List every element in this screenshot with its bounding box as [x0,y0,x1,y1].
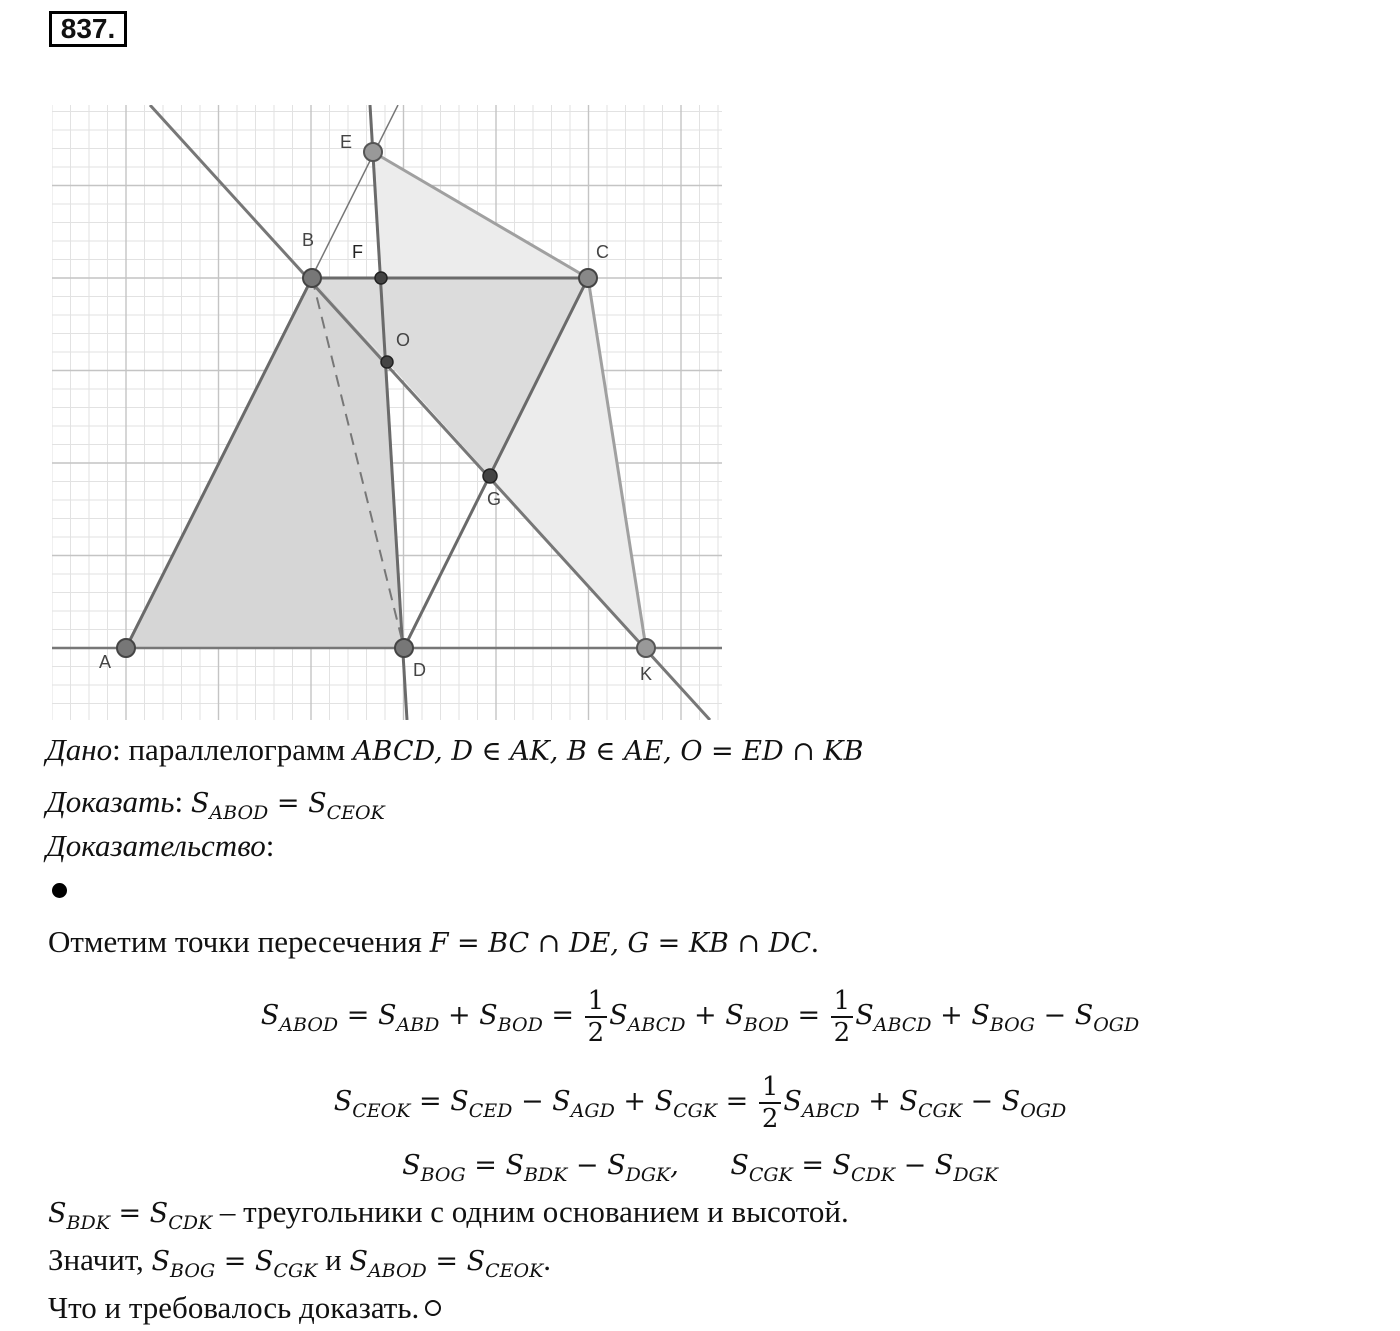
equation-3: $S_{BOG} = S_{BDK} - S_{DGK}$, $S_{CGK} = S_{CDK} - S_{DGK}$ [402,1150,998,1186]
fraction-half: $\frac{1}{2}$ [831,986,854,1048]
label-g: G [487,489,502,509]
therefore-line: Значит, $S_{BOG} = S_{CGK}$ и $S_{ABOD} = S_{CEOK}$. [48,1242,552,1282]
conclusion-line: $S_{BDK} = S_{CDK}$ – треугольники с одним основанием и высотой. [48,1194,849,1234]
point-o [381,356,393,368]
label-o: O [396,330,411,350]
equation-1: $S_{ABOD} = S_{ABD} + S_{BOD}$ = $\frac{1}{2}$ $S_{ABCD} + S_{BOD}$ = $\frac{1}{2}$ $S_{ABCD} + S_{BOG} - S_{OGD}$ [260,986,1140,1048]
prove-math: $S_{ABOD} = S_{CEOK}$ [190,788,385,824]
qed-line [48,1288,441,1328]
point-g [483,469,497,483]
problem-number: 837. [49,11,127,47]
label-k: K [640,664,653,684]
mark-line: Отметим точки пересечения F = BC ∩ DE, G = KB ∩ DC. [48,924,819,959]
point-f [375,272,387,284]
given-math: ABCD, D ∈ AK, B ∈ AE, O = ED ∩ KB [352,736,864,767]
fraction-half: $\frac{1}{2}$ [585,986,608,1048]
point-b [303,269,321,287]
proof-label: Доказательство [46,828,266,863]
given-label: Дано [46,732,113,767]
given-text: : параллелограмм [112,732,353,767]
mark-text: Отметим точки пересечения [48,924,430,959]
label-e: E [340,132,353,152]
mark-math: F = BC ∩ DE, G = KB ∩ DC [429,928,811,959]
point-c [579,269,597,287]
point-d [395,639,413,657]
proof-colon: : [265,828,275,863]
proof-line [46,826,274,866]
label-a: A [99,652,112,672]
label-b: B [302,230,315,250]
point-a [117,639,135,657]
point-e [364,143,382,161]
prove-colon: : [174,784,191,819]
equation-2: $S_{CEOK} = S_{CED} - S_{AGD} + S_{CGK}$ = $\frac{1}{2}$ $S_{ABCD} + S_{CGK} - S_{OGD}$ [333,1072,1067,1134]
conclusion-text: – треугольники с одним основанием и высотой. [212,1194,849,1229]
therefore-text: Значит, [48,1242,152,1277]
label-c: C [596,242,609,262]
prove-label: Доказать [46,784,175,819]
label-f: F [352,242,363,262]
bullet-icon [52,883,67,898]
qed-icon [425,1300,441,1316]
given-line [46,730,863,772]
fraction-half: $\frac{1}{2}$ [759,1072,782,1134]
point-k [637,639,655,657]
label-d: D [413,660,426,680]
qed-text: Что и требовалось доказать. [48,1290,420,1325]
